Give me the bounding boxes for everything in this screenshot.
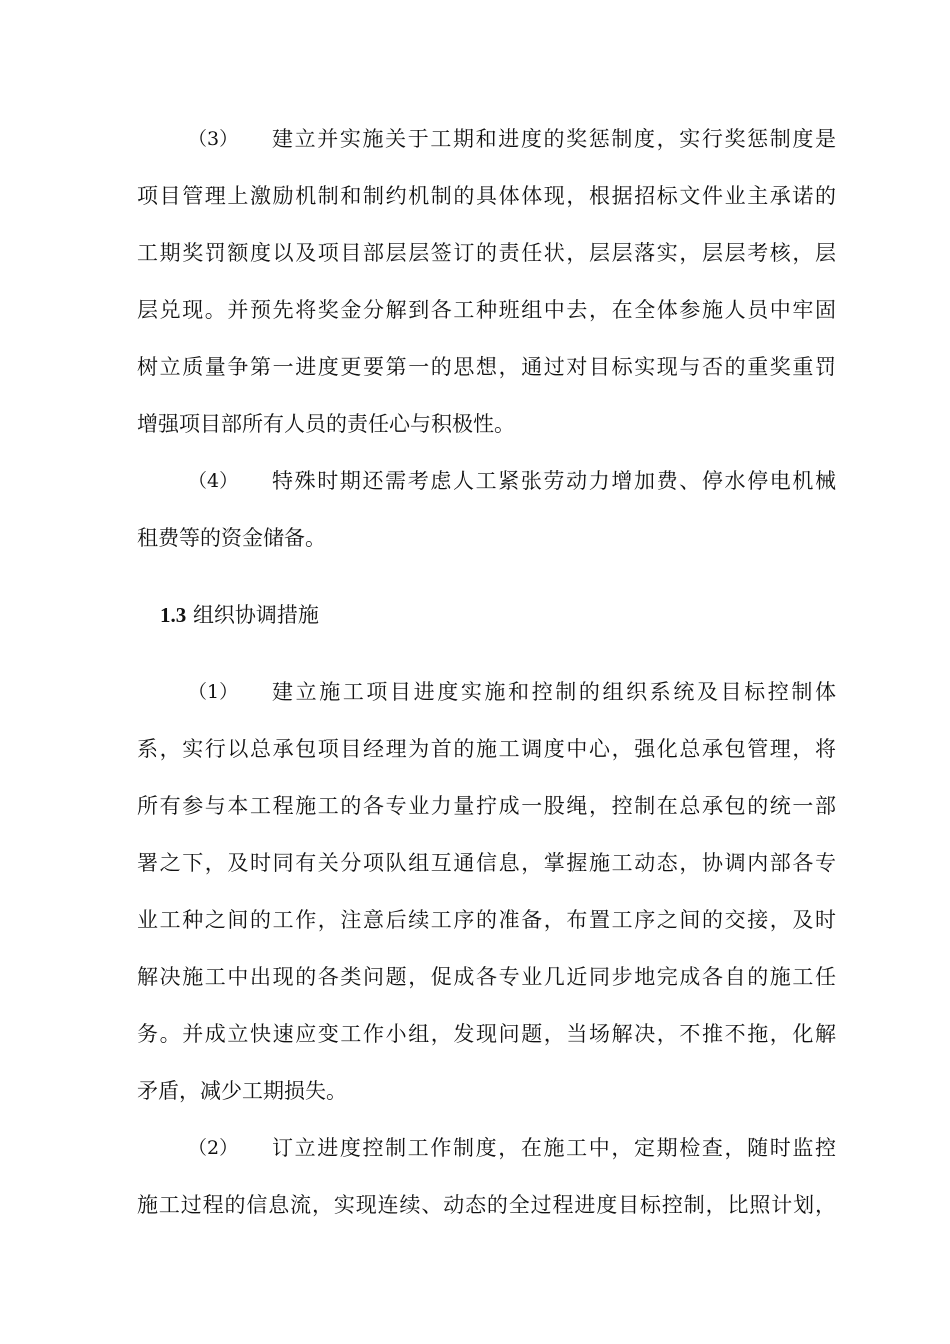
paragraph-first-line: 建立并实施关于工期和进度的奖惩制度，实行奖惩制度是 [272, 127, 836, 151]
section-heading-number: 1.3 [160, 603, 187, 627]
paragraph-line: 业工种之间的工作，注意后续工序的准备，布置工序之间的交接，及时 [137, 908, 836, 932]
paragraph-line: 系，实行以总承包项目经理为首的施工调度中心，强化总承包管理，将 [137, 737, 836, 761]
paragraph-line: 层兑现。并预先将奖金分解到各工种班组中去，在全体参施人员中牢固 [137, 298, 836, 322]
paragraph-line: 树立质量争第一进度更要第一的思想，通过对目标实现与否的重奖重罚 [137, 355, 836, 379]
paragraph-number: （3） [188, 128, 239, 150]
paragraph-line: 项目管理上激励机制和制约机制的具体体现，根据招标文件业主承诺的 [137, 184, 836, 208]
paragraph-line: 解决施工中出现的各类问题，促成各专业几近同步地完成各自的施工任 [137, 965, 836, 989]
paragraph-number: （4） [188, 470, 239, 492]
paragraph-line: 工期奖罚额度以及项目部层层签订的责任状，层层落实，层层考核，层 [137, 241, 836, 265]
paragraph-number: （1） [188, 681, 239, 703]
paragraph-first-line: 订立进度控制工作制度，在施工中，定期检查，随时监控 [272, 1136, 836, 1160]
paragraph-line: 署之下，及时同有关分项队组互通信息，掌握施工动态，协调内部各专 [137, 851, 836, 875]
paragraph-line: 所有参与本工程施工的各专业力量拧成一股绳，控制在总承包的统一部 [137, 794, 836, 818]
paragraph-number: （2） [188, 1137, 239, 1159]
paragraph-line: 务。并成立快速应变工作小组，发现问题，当场解决，不推不拖，化解 [137, 1022, 836, 1046]
paragraph-line: 增强项目部所有人员的责任心与积极性。 [137, 412, 515, 436]
paragraph-line: 矛盾，减少工期损失。 [137, 1079, 347, 1103]
paragraph-first-line: 特殊时期还需考虑人工紧张劳动力增加费、停水停电机械 [272, 469, 836, 493]
section-heading-title: 组织协调措施 [192, 603, 319, 627]
paragraph-line: 租费等的资金储备。 [137, 526, 326, 550]
paragraph-line: 施工过程的信息流，实现连续、动态的全过程进度目标控制，比照计划， [137, 1193, 836, 1217]
paragraph-first-line: 建立施工项目进度实施和控制的组织系统及目标控制体 [272, 680, 836, 704]
section-heading [160, 600, 319, 630]
